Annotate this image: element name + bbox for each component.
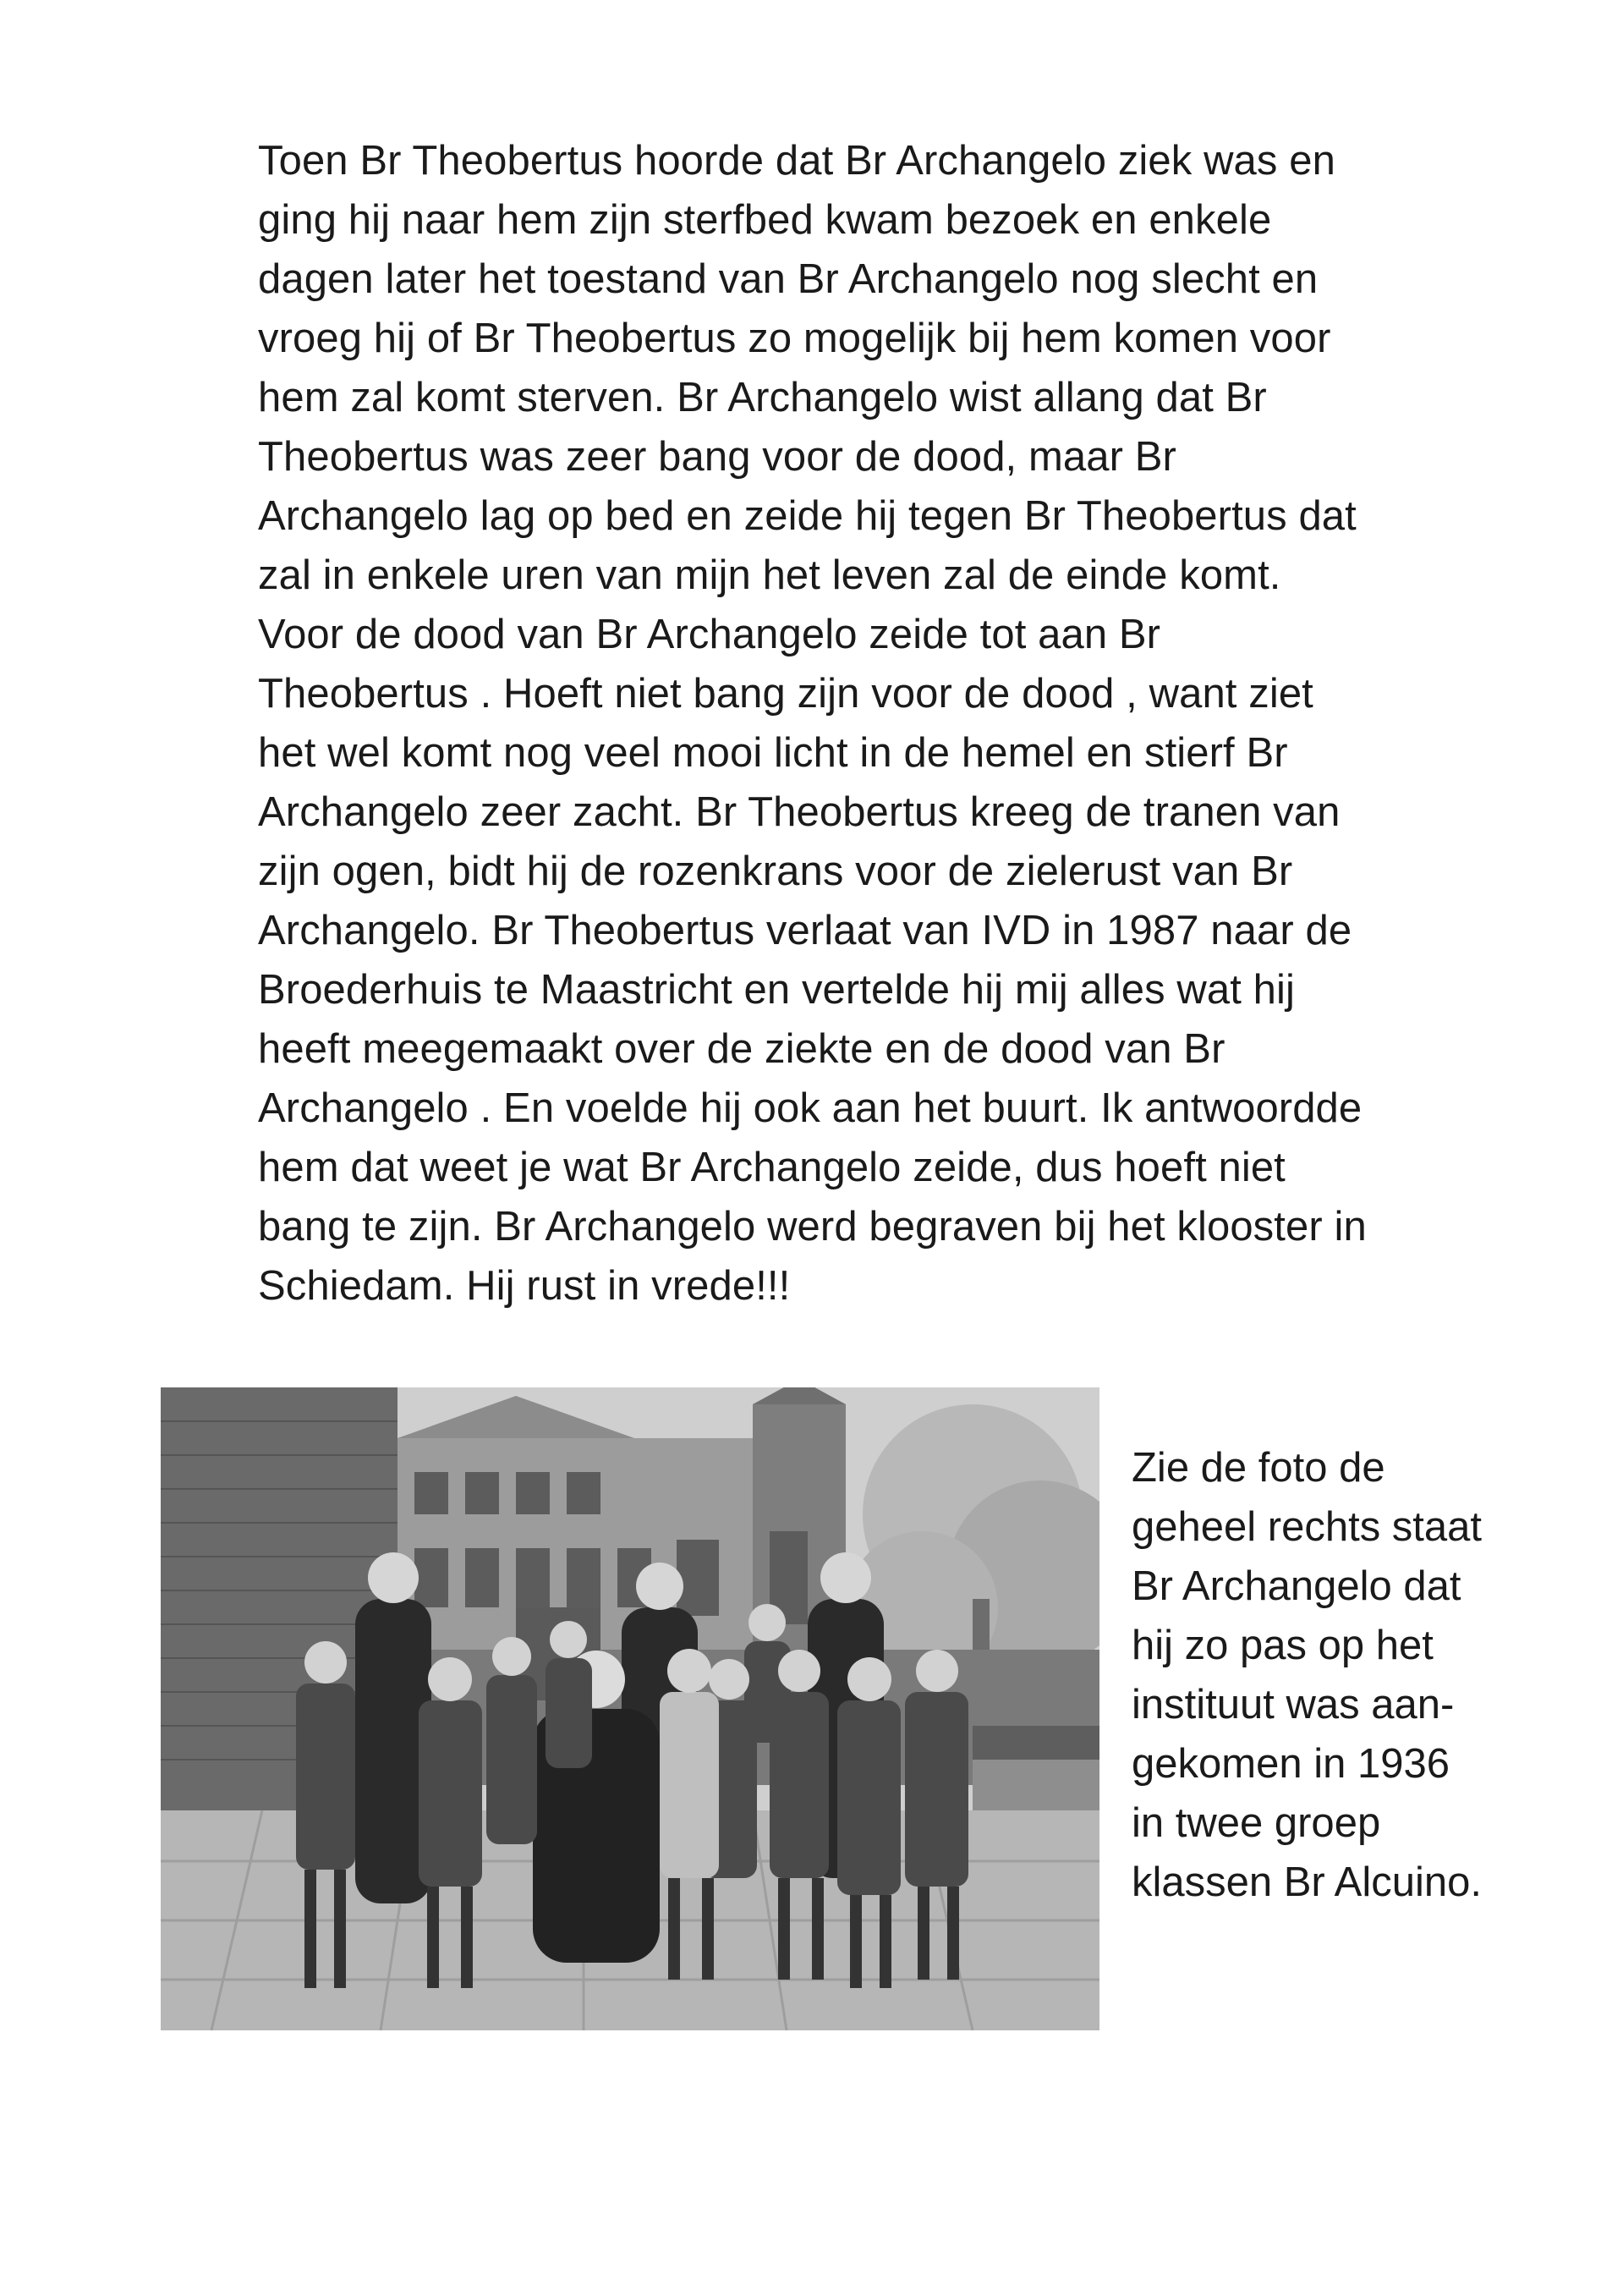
paragraph-line: Theobertus was zeer bang voor de dood, maar Br xyxy=(258,434,1176,480)
caption-line: Zie de foto de xyxy=(1132,1445,1385,1491)
paragraph-line: Theobertus . Hoeft niet bang zijn voor de dood , want ziet xyxy=(258,671,1313,717)
paragraph-line: dagen later het toestand van Br Archangelo nog slecht en xyxy=(258,256,1319,302)
paragraph-line: het wel komt nog veel mooi licht in de hemel en stierf Br xyxy=(258,730,1288,776)
paragraph-line: Broederhuis te Maastricht en vertelde hij mij alles wat hij xyxy=(258,967,1295,1013)
caption-line: Br Archangelo dat xyxy=(1132,1563,1461,1609)
caption-line: instituut was aan- xyxy=(1132,1682,1455,1727)
photo-caption xyxy=(1132,1438,1605,1912)
paragraph-line: bang te zijn. Br Archangelo werd begraven bij het klooster in xyxy=(258,1204,1367,1250)
paragraph-line: Schiedam. Hij rust in vrede!!! xyxy=(258,1263,791,1309)
paragraph-line: Toen Br Theobertus hoorde dat Br Archangelo ziek was en xyxy=(258,138,1335,184)
paragraph-line: zijn ogen, bidt hij de rozenkrans voor de zielerust van Br xyxy=(258,849,1293,894)
caption-line: klassen Br Alcuino. xyxy=(1132,1859,1482,1905)
paragraph-line: Archangelo . En voelde hij ook aan het buurt. Ik antwoordde xyxy=(258,1085,1363,1131)
main-paragraph xyxy=(258,131,1560,1316)
paragraph-line: vroeg hij of Br Theobertus zo mogelijk bij hem komen voor xyxy=(258,316,1331,361)
caption-line: in twee groep xyxy=(1132,1800,1381,1846)
paragraph-line: Archangelo zeer zacht. Br Theobertus kreeg de tranen van xyxy=(258,789,1341,835)
group-photo-illustration xyxy=(161,1387,1099,2030)
paragraph-line: heeft meegemaakt over de ziekte en de dood van Br xyxy=(258,1026,1225,1072)
paragraph-line: hem zal komt sterven. Br Archangelo wist allang dat Br xyxy=(258,375,1267,420)
paragraph-line: zal in enkele uren van mijn het leven zal de einde komt. xyxy=(258,552,1281,598)
paragraph-line: Archangelo. Br Theobertus verlaat van IVD in 1987 naar de xyxy=(258,908,1352,953)
caption-line: gekomen in 1936 xyxy=(1132,1741,1450,1787)
group-photo xyxy=(161,1387,1099,2030)
paragraph-line: Archangelo lag op bed en zeide hij tegen Br Theobertus dat xyxy=(258,493,1357,539)
paragraph-line: hem dat weet je wat Br Archangelo zeide, dus hoeft niet xyxy=(258,1145,1286,1190)
caption-line: geheel rechts staat xyxy=(1132,1504,1483,1550)
paragraph-line: Voor de dood van Br Archangelo zeide tot aan Br xyxy=(258,612,1161,657)
paragraph-line: ging hij naar hem zijn sterfbed kwam bezoek en enkele xyxy=(258,197,1272,243)
caption-line: hij zo pas op het xyxy=(1132,1623,1434,1668)
